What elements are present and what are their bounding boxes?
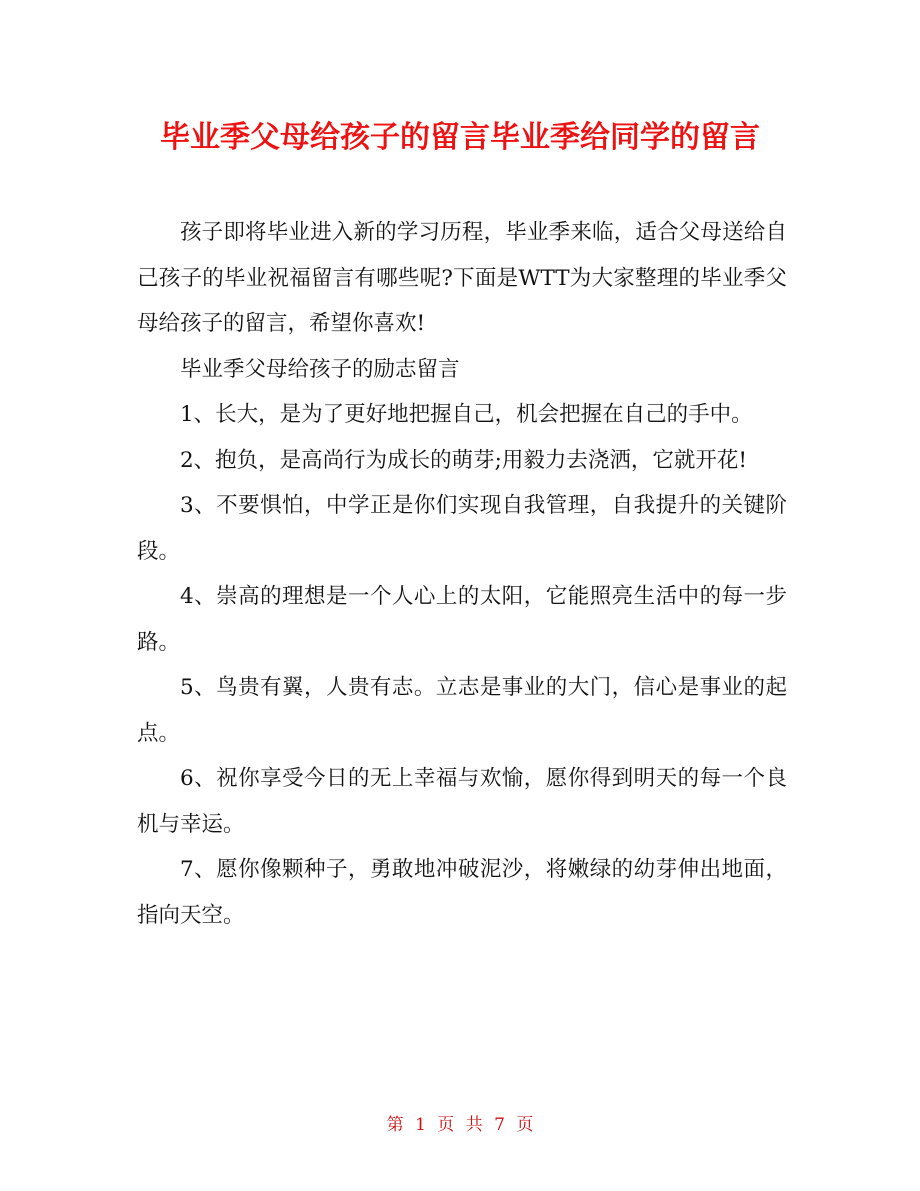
document-body [137,210,787,938]
section-heading: 毕业季父母给孩子的励志留言 [180,356,460,382]
list-item: 7、愿你像颗种子，勇敢地冲破泥沙，将嫩绿的幼芽伸出地面，指向天空。 [137,857,787,928]
list-item: 5、鸟贵有翼，人贵有志。立志是事业的大门，信心是事业的起点。 [137,675,787,746]
list-item: 6、祝你享受今日的无上幸福与欢愉，愿你得到明天的每一个良机与幸运。 [137,766,787,837]
intro-paragraph: 孩子即将毕业进入新的学习历程，毕业季来临，适合父母送给自己孩子的毕业祝福留言有哪些呢?下面是WTT为大家整理的毕业季父母给孩子的留言，希望你喜欢! [137,220,787,336]
list-item: 3、不要惧怕，中学正是你们实现自我管理，自我提升的关键阶段。 [137,493,787,564]
list-item: 2、抱负，是高尚行为成长的萌芽;用毅力去浇洒，它就开花! [180,447,748,473]
document-title: 毕业季父母给孩子的留言毕业季给同学的留言 [160,120,760,155]
list-item: 4、崇高的理想是一个人心上的太阳，它能照亮生活中的每一步路。 [137,584,787,655]
page-number-footer: 第 1 页 共 7 页 [386,1115,534,1135]
list-item: 1、长大，是为了更好地把握自己，机会把握在自己的手中。 [180,402,753,427]
